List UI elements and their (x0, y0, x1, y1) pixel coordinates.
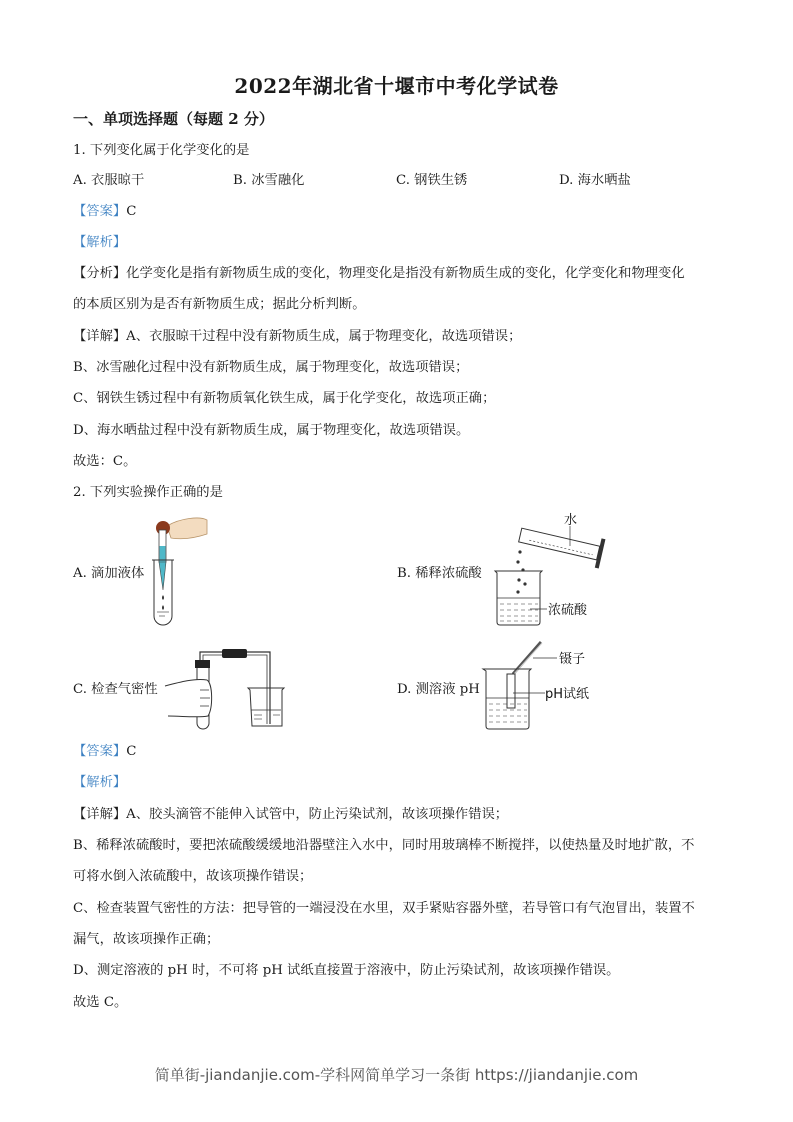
svg-text:浓硫酸: 浓硫酸 (548, 603, 588, 618)
q2-answer (73, 743, 136, 761)
answer-value: C (126, 744, 137, 759)
q1-option-b: B. 冰雪融化 (233, 173, 305, 188)
q1-answer (73, 203, 136, 221)
q1-fenxi-line-2: 的本质区别为是否有新物质生成；据此分析判断。 (73, 297, 366, 312)
q2-detail-b-1: B、稀释浓硫酸时，要把浓硫酸缓缓地沿器壁注入水中，同时用玻璃棒不断搅拌，以使热量及时地扩散，不 (73, 838, 695, 853)
section-heading: 一、单项选择题（每题 2 分） (73, 110, 274, 128)
q2-detail-d: D、测定溶液的 pH 时，不可将 pH 试纸直接置于溶液中，防止污染试剂，故该项操作错误。 (73, 963, 620, 978)
svg-text:镊子: 镊子 (559, 652, 586, 667)
q2-conclusion: 故选 C。 (73, 995, 128, 1010)
airtightness-figure (160, 638, 310, 733)
ph-test-figure (475, 638, 605, 733)
answer-label: 【答案】 (73, 204, 127, 219)
page-title: 2022年湖北省十堰市中考化学试卷 (234, 74, 559, 98)
svg-text:pH试纸: pH试纸 (545, 687, 590, 702)
answer-value: C (126, 204, 137, 219)
q2-detail-b-2: 可将水倒入浓硫酸中，故该项操作错误； (73, 869, 313, 884)
dilute-acid-figure (490, 508, 620, 630)
fig-c-label: C. 检查气密性 (73, 682, 158, 697)
dropper-test-tube-figure (145, 512, 215, 630)
footer-watermark: 简单街-jiandanjie.com-学科网简单学习一条街 https://jiandanjie.com (154, 1066, 639, 1084)
q2-analysis-label: 【解析】 (73, 775, 127, 790)
answer-label: 【答案】 (73, 744, 127, 759)
q1-detail-a: 【详解】A、衣服晾干过程中没有新物质生成，属于物理变化，故选项错误； (73, 329, 522, 344)
q1-option-a: A. 衣服晾干 (73, 173, 145, 188)
q1-detail-c: C、钢铁生锈过程中有新物质氧化铁生成，属于化学变化，故选项正确； (73, 391, 496, 406)
q1-option-c: C. 钢铁生锈 (396, 173, 468, 188)
svg-text:水: 水 (564, 513, 578, 528)
q1-detail-b: B、冰雪融化过程中没有新物质生成，属于物理变化，故选项错误； (73, 360, 469, 375)
q1-detail-d: D、海水晒盐过程中没有新物质生成，属于物理变化，故选项错误。 (73, 423, 470, 438)
fig-b-label: B. 稀释浓硫酸 (397, 566, 482, 581)
q1-stem: 1. 下列变化属于化学变化的是 (73, 143, 250, 158)
q1-fenxi-line-1: 【分析】化学变化是指有新物质生成的变化，物理变化是指没有新物质生成的变化，化学变化和物理变化 (73, 266, 685, 281)
q1-conclusion: 故选：C。 (73, 454, 137, 469)
fig-d-label: D. 测溶液 pH (397, 682, 480, 697)
q2-detail-c-1: C、检查装置气密性的方法：把导管的一端浸没在水里，双手紧贴容器外壁，若导管口有气泡冒出，装置不 (73, 901, 695, 916)
fig-a-label: A. 滴加液体 (73, 566, 145, 581)
q1-analysis-label: 【解析】 (73, 235, 127, 250)
q2-detail-c-2: 漏气，故该项操作正确； (73, 932, 220, 947)
q2-detail-a: 【详解】A、胶头滴管不能伸入试管中，防止污染试剂，故该项操作错误； (73, 807, 509, 822)
q2-stem: 2. 下列实验操作正确的是 (73, 485, 223, 500)
q1-option-d: D. 海水晒盐 (559, 173, 631, 188)
